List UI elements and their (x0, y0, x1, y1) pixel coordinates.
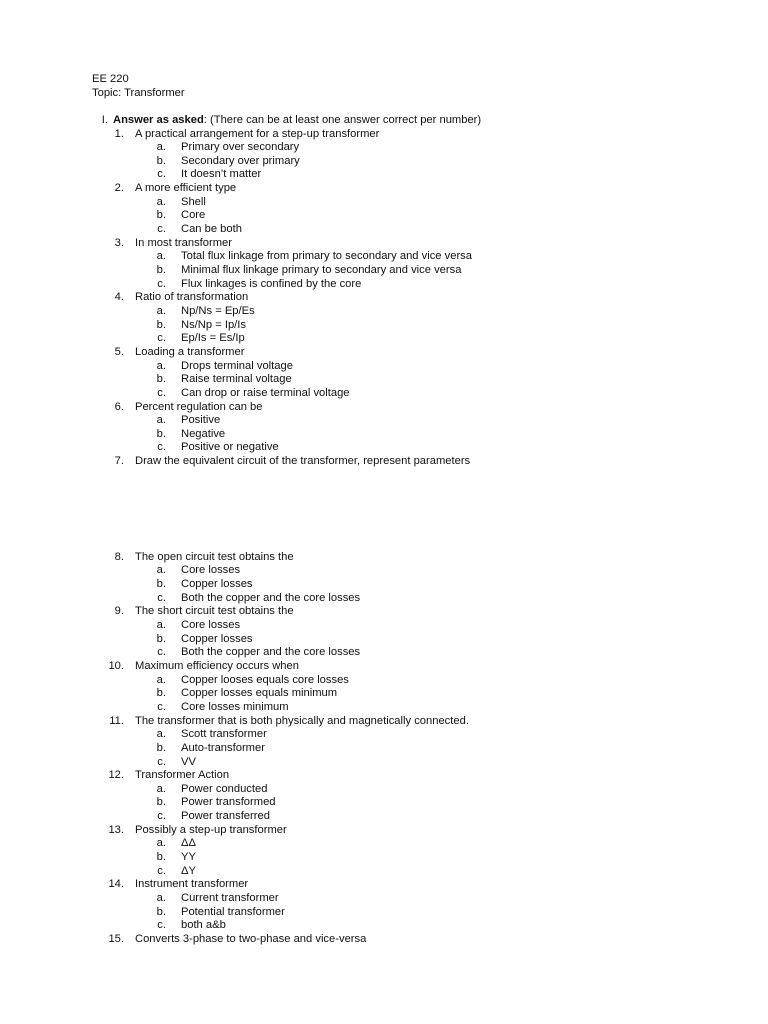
choice-letter: a. (156, 564, 166, 577)
choice-letter: b. (156, 741, 166, 754)
question-text: Draw the equivalent circuit of the transformer, represent parameters (135, 455, 471, 468)
choice-letter: c. (157, 223, 166, 236)
question-number: 2. (114, 182, 124, 195)
question-number: 9. (114, 605, 124, 618)
choice-text: Copper looses equals core losses (181, 673, 349, 686)
choice-letter: a. (156, 782, 166, 795)
choice-text: Secondary over primary (181, 154, 300, 167)
choice-letter: c. (157, 646, 166, 659)
question-text: Loading a transformer (135, 345, 245, 358)
choice-letter: a. (156, 304, 166, 317)
choice-letter: b. (156, 578, 166, 591)
question-number: 14. (108, 878, 124, 891)
course-code: EE 220 (92, 73, 129, 85)
question-text: Maximum efficiency occurs when (135, 659, 299, 672)
choice-letter: a. (156, 728, 166, 741)
choice-text: VV (181, 755, 196, 768)
choice-letter: c. (157, 277, 166, 290)
question-text: The short circuit test obtains the (135, 605, 294, 618)
choice-letter: c. (157, 919, 166, 932)
question-text: Ratio of transformation (135, 291, 249, 304)
question-number: 1. (114, 127, 124, 140)
choice-letter: b. (156, 318, 166, 331)
question-text: Percent regulation can be (135, 400, 263, 413)
question-text: The open circuit test obtains the (135, 550, 294, 563)
choice-text: Core (181, 209, 206, 222)
section-instruction (113, 114, 481, 127)
choice-text: Current transformer (181, 892, 279, 904)
choice-letter: a. (156, 837, 166, 850)
choice-letter: b. (156, 154, 166, 167)
choice-text: Drops terminal voltage (181, 359, 293, 372)
choice-text: Positive or negative (181, 441, 279, 454)
topic-line: Topic: Transformer (92, 87, 185, 99)
choice-letter: a. (156, 359, 166, 372)
choice-text: Power transferred (181, 810, 270, 823)
choice-letter: c. (157, 700, 166, 713)
question-number: 4. (114, 291, 124, 304)
choice-letter: a. (156, 141, 166, 154)
instruction-rest: : (There can be at least one answer correct per number) (203, 114, 482, 126)
choice-letter: b. (156, 796, 166, 809)
choice-letter: c. (157, 441, 166, 454)
question-text: A more efficient type (135, 182, 237, 195)
choice-text: Ns/Np = Ip/Is (181, 318, 246, 331)
choice-text: Auto-transformer (181, 741, 265, 754)
choice-letter: c. (157, 864, 166, 877)
choice-text: both a&b (181, 919, 226, 932)
choice-text: Potential transformer (181, 905, 285, 918)
choice-letter: b. (156, 427, 166, 440)
choice-text: Core losses minimum (181, 700, 289, 713)
question-number: 10. (108, 659, 124, 672)
question-text: Instrument transformer (135, 878, 249, 891)
choice-text: Positive (181, 414, 221, 427)
choice-letter: a. (156, 250, 166, 263)
choice-letter: a. (156, 619, 166, 631)
choice-text: Total flux linkage from primary to secondary and vice versa (181, 250, 472, 263)
choice-text: Can be both (181, 223, 242, 236)
choice-letter: c. (157, 332, 166, 345)
instruction-bold: Answer as asked (113, 114, 204, 126)
choice-letter: a. (156, 414, 166, 427)
question-text: In most transformer (135, 236, 232, 249)
choice-text: ΔY (181, 864, 196, 877)
choice-letter: a. (156, 673, 166, 686)
choice-text: Ep/Is = Es/Ip (181, 332, 245, 345)
choice-text: Both the copper and the core losses (181, 591, 361, 604)
question-text: Converts 3-phase to two-phase and vice-versa (135, 932, 367, 945)
choice-letter: c. (157, 810, 166, 823)
choice-letter: c. (157, 755, 166, 768)
choice-text: Raise terminal voltage (181, 373, 292, 386)
choice-text: It doesn’t matter (181, 168, 262, 181)
choice-letter: b. (156, 373, 166, 386)
choice-letter: a. (156, 195, 166, 208)
choice-text: Copper losses (181, 632, 253, 645)
choice-letter: c. (157, 591, 166, 604)
choice-text: Can drop or raise terminal voltage (181, 386, 350, 399)
question-number: 13. (108, 823, 124, 836)
choice-text: Flux linkages is confined by the core (181, 277, 362, 290)
choice-text: Power transformed (181, 796, 276, 809)
question-number: 3. (114, 236, 124, 249)
question-number: 12. (108, 769, 124, 782)
choice-text: Minimal flux linkage primary to secondary and vice versa (181, 264, 462, 276)
choice-text: Copper losses (181, 578, 253, 591)
choice-letter: c. (157, 386, 166, 399)
choice-text: Shell (181, 195, 206, 208)
choice-text: Copper losses equals minimum (181, 687, 338, 700)
question-number: 11. (109, 714, 124, 727)
choice-text: Negative (181, 427, 226, 440)
question-text: A practical arrangement for a step-up transformer (135, 127, 380, 140)
section-numeral: I. (101, 114, 108, 126)
choice-letter: b. (156, 209, 166, 222)
choice-text: ΔΔ (181, 837, 196, 850)
question-number: 5. (114, 345, 124, 358)
question-text: Possibly a step-up transformer (135, 823, 287, 836)
choice-letter: c. (157, 168, 166, 181)
question-number: 8. (114, 550, 124, 563)
question-number: 15. (108, 932, 124, 945)
choice-text: Scott transformer (181, 728, 267, 741)
choice-letter: a. (156, 892, 166, 904)
choice-letter: b. (156, 632, 166, 645)
question-text: Transformer Action (135, 769, 230, 782)
choice-letter: b. (156, 905, 166, 918)
choice-text: Core losses (181, 564, 241, 577)
question-text: The transformer that is both physically and magnetically connected. (135, 714, 469, 727)
choice-letter: b. (156, 851, 166, 864)
choice-text: Np/Ns = Ep/Es (181, 304, 255, 317)
choice-letter: b. (156, 687, 166, 700)
choice-text: Primary over secondary (181, 141, 300, 154)
question-number: 7. (114, 455, 124, 468)
choice-letter: b. (156, 264, 166, 276)
choice-text: YY (181, 851, 196, 864)
question-number: 6. (114, 400, 124, 413)
choice-text: Both the copper and the core losses (181, 646, 361, 659)
choice-text: Core losses (181, 619, 241, 631)
choice-text: Power conducted (181, 782, 268, 795)
